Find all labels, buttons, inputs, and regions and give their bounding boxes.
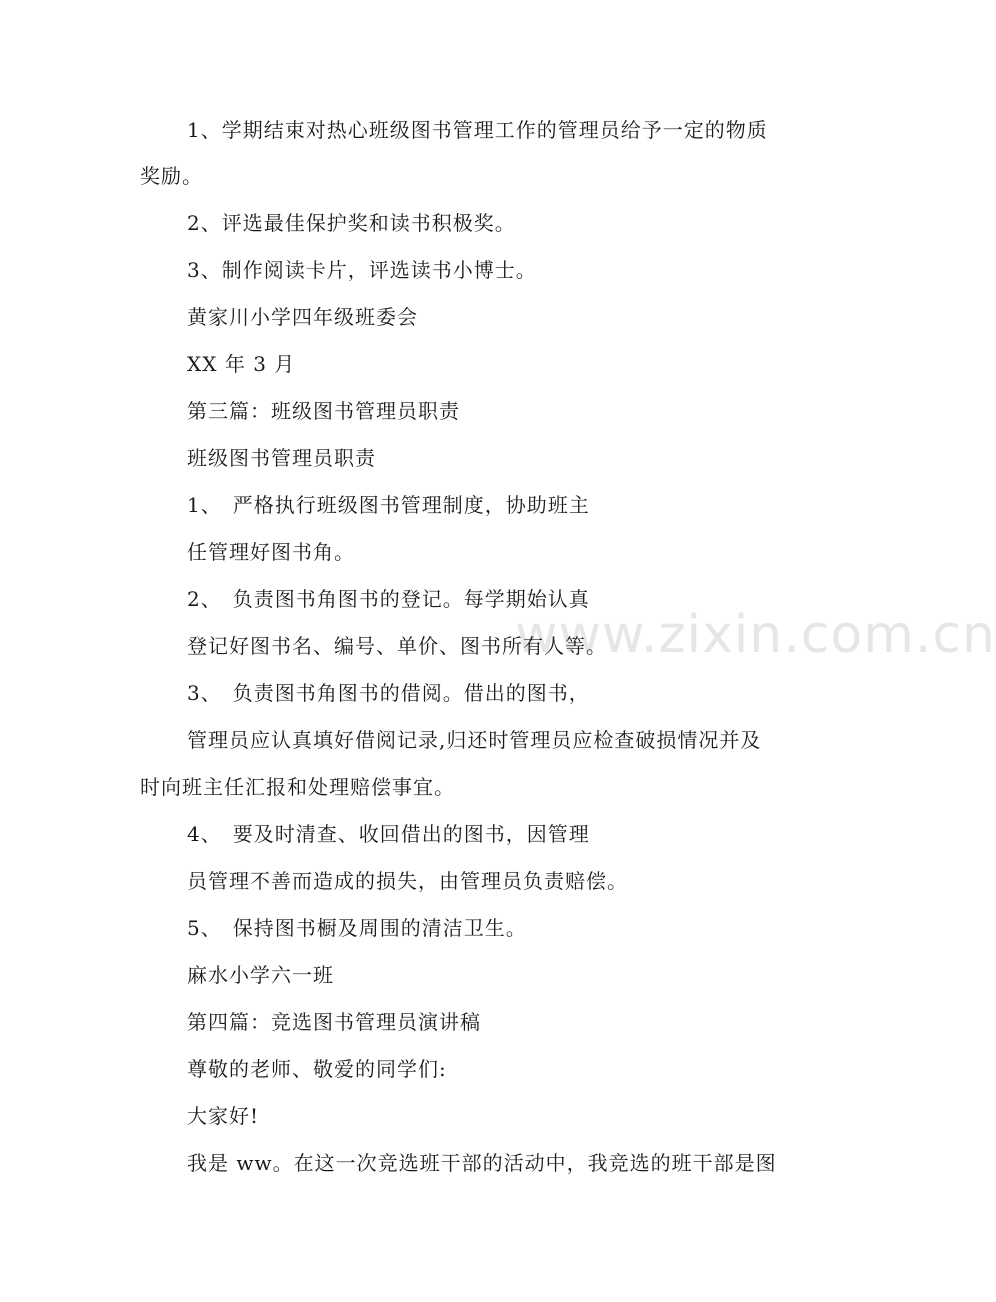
text-line: 管理员应认真填好借阅记录,归还时管理员应检查破损情况并及	[187, 728, 762, 752]
text-line: 时向班主任汇报和处理赔偿事宜。	[140, 775, 455, 799]
text-line: 2、 负责图书角图书的登记。每学期始认真	[187, 587, 590, 611]
text-line: 登记好图书名、编号、单价、图书所有人等。	[187, 634, 607, 658]
text-line: XX 年 3 月	[187, 352, 296, 376]
section-heading: 第四篇：竞选图书管理员演讲稿	[187, 1010, 481, 1034]
text-line: 麻水小学六一班	[187, 963, 334, 987]
text-line: 3、制作阅读卡片，评选读书小博士。	[187, 258, 537, 282]
section-heading: 第三篇：班级图书管理员职责	[187, 399, 460, 423]
text-line: 2、评选最佳保护奖和读书积极奖。	[187, 211, 516, 235]
text-line: 任管理好图书角。	[187, 540, 355, 564]
watermark: www.zixin.com.cn	[515, 605, 996, 665]
text-line: 4、 要及时清查、收回借出的图书，因管理	[187, 822, 590, 846]
text-line: 尊敬的老师、敬爱的同学们:	[187, 1057, 447, 1081]
text-line: 3、 负责图书角图书的借阅。借出的图书，	[187, 681, 590, 705]
text-line: 大家好!	[187, 1104, 260, 1128]
text-line: 5、 保持图书橱及周围的清洁卫生。	[187, 916, 527, 940]
text-line: 1、 严格执行班级图书管理制度，协助班主	[187, 493, 590, 517]
text-line: 班级图书管理员职责	[187, 446, 376, 470]
text-line: 员管理不善而造成的损失，由管理员负责赔偿。	[187, 869, 628, 893]
text-line: 1、学期结束对热心班级图书管理工作的管理员给予一定的物质	[187, 118, 768, 142]
text-line: 奖励。	[140, 164, 203, 188]
text-line: 黄家川小学四年级班委会	[187, 305, 418, 329]
text-line: 我是 ww。在这一次竞选班干部的活动中，我竞选的班干部是图	[187, 1151, 777, 1175]
